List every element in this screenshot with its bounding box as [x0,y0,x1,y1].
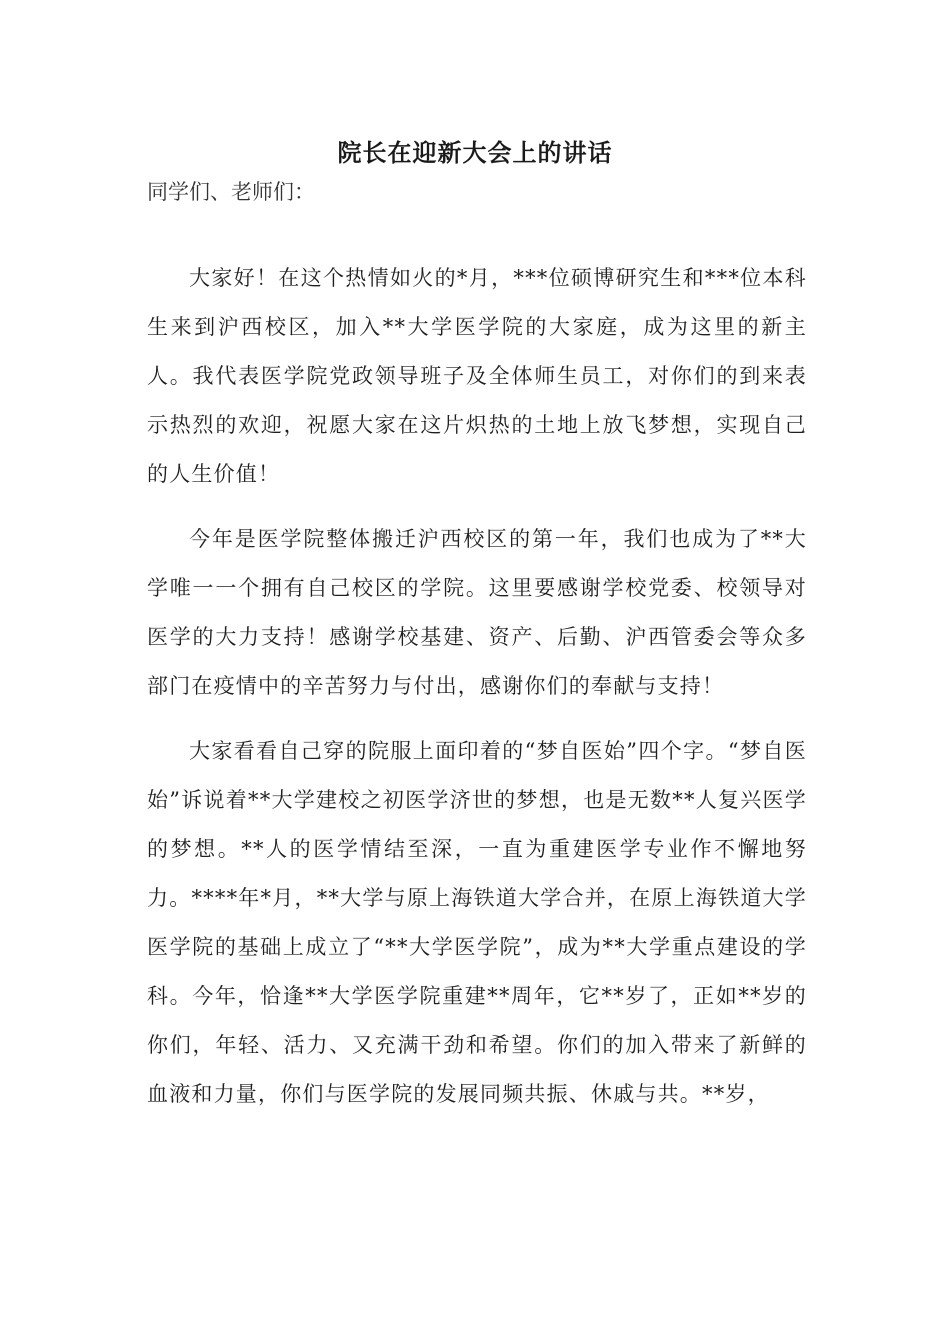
paragraph-welcome: 大家好！在这个热情如火的*月，***位硕博研究生和***位本科生来到沪西校区，加入**大学医学院的大家庭，成为这里的新主人。我代表医学院党政领导班子及全体师生员工，对你们的到来表示热烈的欢迎，祝愿大家在这片炽热的土地上放飞梦想，实现自己的人生价值！ [147,266,807,486]
document-title: 院长在迎新大会上的讲话 [337,138,613,167]
salutation: 同学们、老师们： [147,180,315,204]
paragraph-motto: 大家看看自己穿的院服上面印着的“梦自医始”四个字。“梦自医始”诉说着**大学建校之初医学济世的梦想，也是无数**人复兴医学的梦想。**人的医学情结至深，一直为重建医学专业作不懈地努力。****年*月，**大学与原上海铁道大学合并，在原上海铁道大学医学院的基础上成立了“**大学医学院”，成为**大学重点建设的学科。今年，恰逢**大学医学院重建**周年，它**岁了，正如**岁的你们，年轻、活力、又充满干劲和希望。你们的加入带来了新鲜的血液和力量，你们与医学院的发展同频共振、休戚与共。**岁， [147,739,807,1106]
paragraph-thanks: 今年是医学院整体搬迁沪西校区的第一年，我们也成为了**大学唯一一个拥有自己校区的学院。这里要感谢学校党委、校领导对医学的大力支持！感谢学校基建、资产、后勤、沪西管委会等众多部门在疫情中的辛苦努力与付出，感谢你们的奉献与支持！ [147,527,807,698]
